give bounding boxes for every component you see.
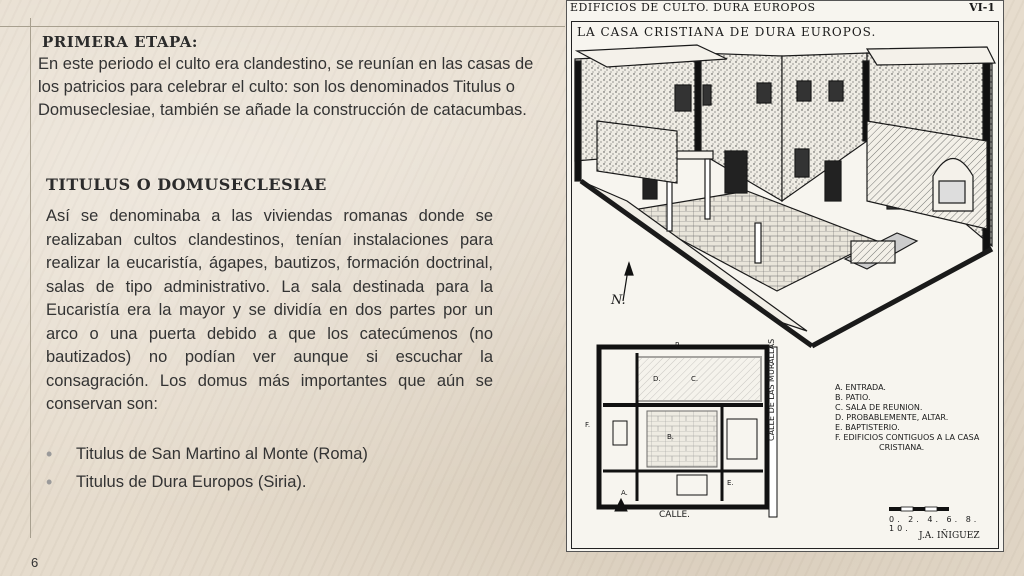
list-item-text: Titulus de Dura Europos (Siria). xyxy=(76,473,307,491)
plan-legend xyxy=(835,383,979,453)
dura-europos-drawing-plate xyxy=(566,0,1004,552)
plate-heading: EDIFICIOS DE CULTO. DURA EUROPOS xyxy=(570,1,816,14)
plan-label-b: B. xyxy=(667,433,675,441)
guide-line-horizontal xyxy=(0,26,565,27)
legend-item: B. PATIO. xyxy=(835,393,871,402)
slide-number: 6 xyxy=(31,555,39,570)
legend-item: A. ENTRADA. xyxy=(835,383,886,392)
bullet-icon: • xyxy=(46,444,53,464)
list-item xyxy=(46,440,516,468)
primera-etapa-heading: PRIMERA ETAPA: xyxy=(42,33,198,51)
guide-line-vertical xyxy=(30,18,31,538)
author-signature: J.A. IÑIGUEZ xyxy=(919,531,980,541)
domus-examples-list xyxy=(46,440,516,496)
list-item xyxy=(46,468,516,496)
wall-street-label: CALLE DE LAS MURALLAS xyxy=(767,338,776,441)
plan-label-e: E. xyxy=(727,479,734,487)
drawing-title: LA CASA CRISTIANA DE DURA EUROPOS. xyxy=(577,25,877,39)
plan-label-a: A. xyxy=(621,489,628,497)
bullet-icon: • xyxy=(46,472,53,492)
house-drawing-illustration xyxy=(567,1,1005,553)
scale-labels: 0. 2. 4. 6. 8. 10. xyxy=(889,515,980,533)
plan-label-f: F. xyxy=(585,421,591,429)
plan-label-p: P. xyxy=(675,341,681,349)
titulus-heading: TITULUS O DOMUSECLESIAE xyxy=(46,175,327,194)
street-label: CALLE. xyxy=(659,510,691,520)
north-label: N. xyxy=(611,293,626,308)
legend-item: E. BAPTISTERIO. xyxy=(835,423,900,432)
legend-item: C. SALA DE REUNION. xyxy=(835,403,923,412)
legend-item: F. EDIFICIOS CONTIGUOS A LA CASA xyxy=(835,433,980,442)
scale-bar xyxy=(889,507,949,511)
plan-label-d: D. xyxy=(653,375,661,383)
legend-item: D. PROBABLEMENTE, ALTAR. xyxy=(835,413,949,422)
titulus-paragraph: Así se denominaba a las viviendas romanas donde se realizaban cultos clandestinos, tenían instalaciones para realizar la eucaristía, ágapes, bautizos, formación doctrinal, salas de tipo administrativo. La sala destinada para la Eucaristía era la mayor y se dividía en dos partes por un arco o una puerta debido a que los catecúmenos (no bautizados) no podían ver aunque si escuchar la consagración. Los domus más importantes que aún se conservan son: xyxy=(46,207,493,413)
plan-label-c: C. xyxy=(691,375,699,383)
primera-etapa-paragraph: En este periodo el culto era clandestino, se reunían en las casas de los patricios para celebrar el culto: son los denominados Titulus o Domuseclesiae, también se añade la construcción de catacumbas. xyxy=(38,55,534,119)
plate-code: VI-1 xyxy=(969,1,995,14)
legend-item: CRISTIANA. xyxy=(879,443,925,452)
list-item-text: Titulus de San Martino al Monte (Roma) xyxy=(76,445,368,463)
isometric-house-drawing xyxy=(575,45,995,346)
